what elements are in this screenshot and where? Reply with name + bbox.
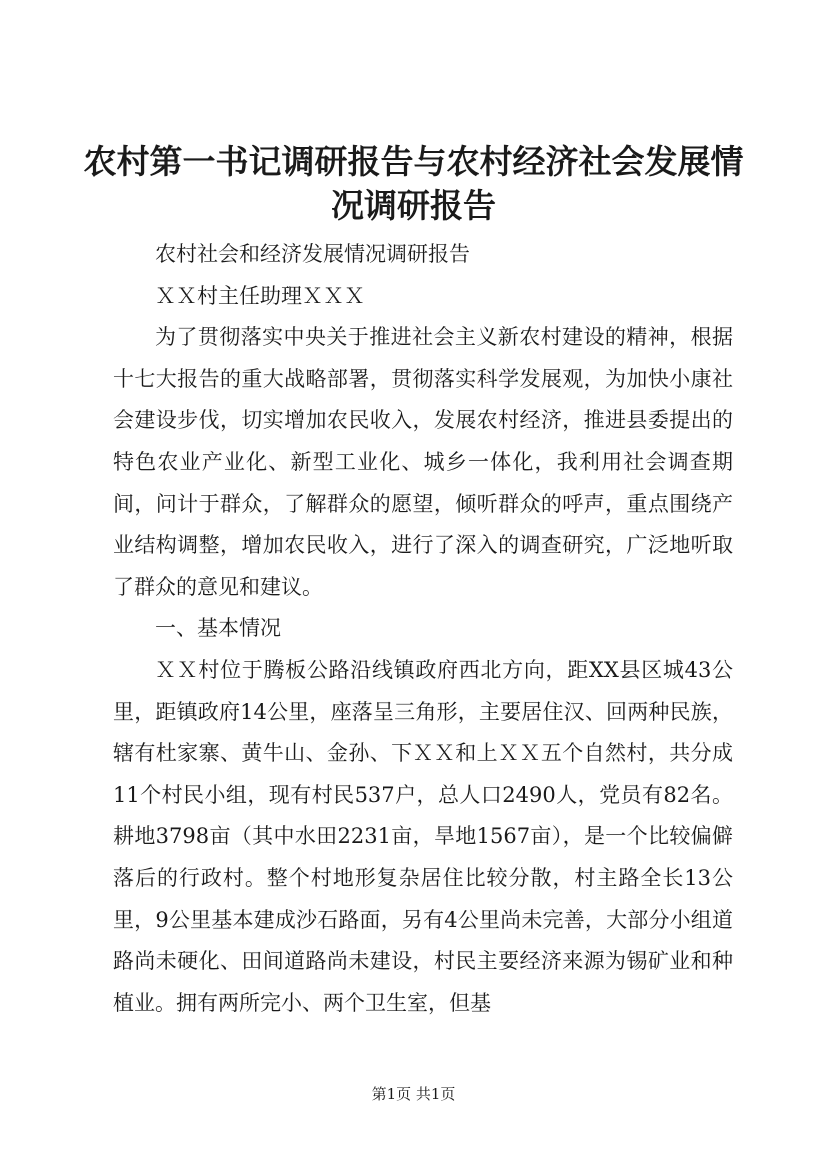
page-footer: 第1页 共1页	[371, 1085, 456, 1103]
subtitle-paragraph: 农村社会和经济发展情况调研报告	[155, 242, 470, 266]
section-heading: 一、基本情况	[155, 616, 281, 641]
document-body	[113, 234, 733, 1024]
author-paragraph: ＸＸ村主任助理ＸＸＸ	[155, 283, 365, 308]
document-title: 农村第一书记调研报告与农村经济社会发展情况调研报告	[83, 142, 744, 225]
basic-info-paragraph: ＸＸ村位于腾板公路沿线镇政府西北方向，距XX县区城43公里，距镇政府14公里，座落呈三角形，主要居住汉、回两种民族，辖有杜家寨、黄牛山、金孙、下ＸＸ和上ＸＸ五个自然村，共分成11个村民小组，现有村民537户，总人口2490人，党员有82名。耕地3798亩（其中水田2231亩，旱地1567亩），是一个比较偏僻落后的行政村。整个村地形复杂居住比较分散，村主路全长13公里，9公里基本建成沙石路面，另有4公里尚未完善，大部分小组道路尚未硬化、田间道路尚未建设，村民主要经济来源为锡矿业和种植业。拥有两所完小、两个卫生室，但基	[113, 657, 733, 1015]
intro-paragraph: 为了贯彻落实中央关于推进社会主义新农村建设的精神，根据十七大报告的重大战略部署，贯彻落实科学发展观，为加快小康社会建设步伐，切实增加农民收入，发展农村经济，推进县委提出的特色农业产业化、新型工业化、城乡一体化，我利用社会调查期间，问计于群众，了解群众的愿望，倾听群众的呼声，重点围绕产业结构调整，增加农民收入，进行了深入的调查研究，广泛地听取了群众的意见和建议。	[113, 325, 733, 599]
